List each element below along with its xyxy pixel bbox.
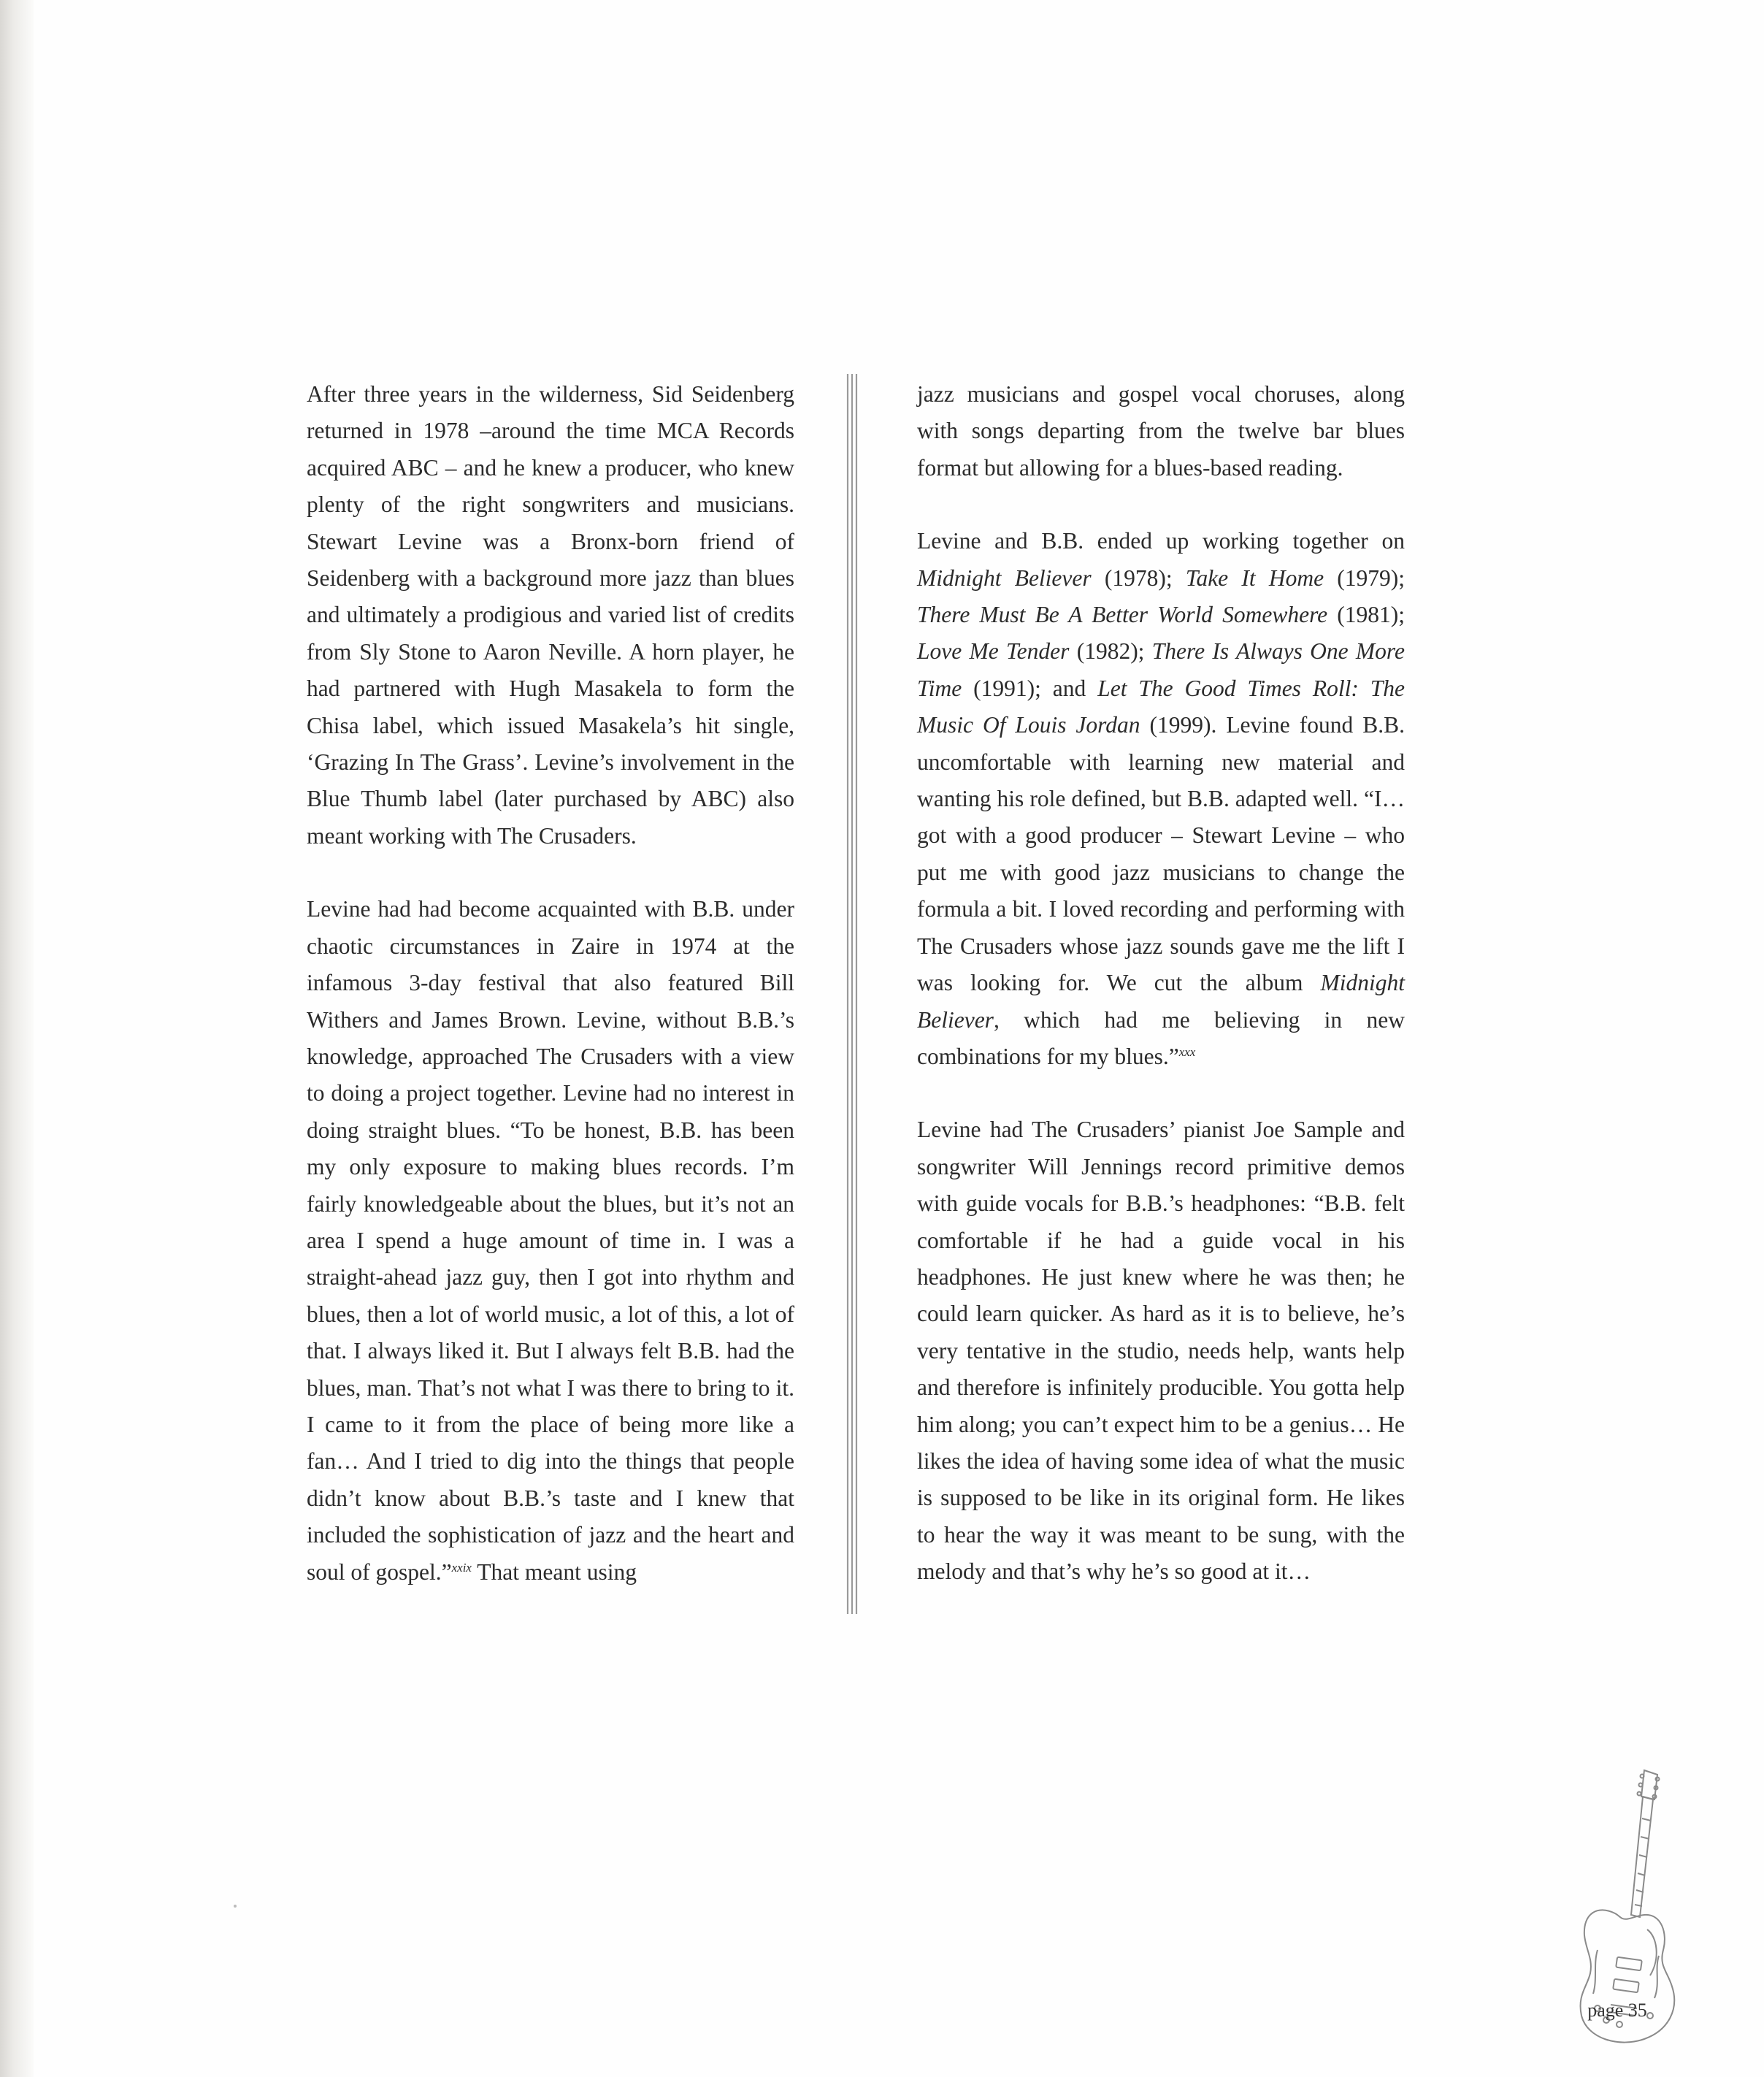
paragraph-text: (1982); — [1069, 638, 1152, 665]
paragraph-text: (1978); — [1091, 565, 1186, 591]
album-title: Let The Good Times Roll: The Music Of Louis Jordan — [917, 675, 1405, 738]
album-title: Midnight Believer — [917, 565, 1092, 591]
paragraph-text: Levine had had become acquainted with B.B. under chaotic circumstances in Zaire in 1974 at the infamous 3-day festival that also featured Bill Withers and James Brown. Levine, without B.B.’s knowledge, approached The Crusaders with a view to doing a project together. Levine had no interest in doing straight blues. “To be honest, B.B. has been my only exposure to making blues records. I’m fairly knowledgeable about the blues, but it’s not an area I spend a huge amount of time in. I was a straight-ahead jazz guy, then I got into rhythm and blues, then a lot of world music, a lot of this, a lot of that. I always liked it. But I always felt B.B. had the blues, man. That’s not what I was there to bring to it. I came to it from the place of being more like a fan… And I tried to dig into the things that people didn’t know about B.B.’s taste and I knew that included the sophistication of jazz and the heart and soul of gospel.” — [307, 896, 794, 1585]
page-number-value: 35 — [1627, 2000, 1647, 2021]
endnote-marker: xxx — [1178, 1044, 1196, 1059]
paragraph-text: (1981); — [1327, 602, 1405, 628]
column-divider — [845, 374, 859, 1614]
album-title: There Must Be A Better World Somewhere — [917, 602, 1328, 628]
paragraph-text: Levine and B.B. ended up working together on — [917, 528, 1405, 554]
left-text-column — [307, 376, 794, 1591]
album-title: There Is Always One More Time — [917, 638, 1405, 701]
paragraph-text: That meant using — [471, 1558, 637, 1585]
page-label: page — [1587, 2000, 1624, 2021]
page-number — [1584, 2000, 1650, 2021]
scan-speck — [234, 1905, 237, 1908]
paragraph-text: (1999). Levine found B.B. uncomfortable with learning new material and wanting his role defined, but B.B. adapted well. “I… got with a good producer – Stewart Levine – who put me with good jazz musicians to change the formula a bit. I loved recording and performing with The Crusaders whose jazz sounds gave me the lift I was looking for. We cut the album — [917, 712, 1405, 996]
paragraph: Levine had The Crusaders’ pianist Joe Sample and songwriter Will Jennings record primitive demos with guide vocals for B.B.’s headphones: “B.B. felt comfortable if he had a guide vocal in his headphones. He just knew where he was then; he could learn quicker. As hard as it is to believe, he’s very tentative in the studio, needs help, wants help and therefore is infinitely producible. You gotta help him along; you can’t expect him to be a genius… He likes the idea of having some idea of what the music is supposed to be like in its original form. He likes to hear the way it was meant to be sung, with the melody and that’s why he’s so good at it… — [917, 1117, 1405, 1585]
album-title: Take It Home — [1185, 565, 1324, 591]
paragraph — [307, 891, 794, 1591]
right-text-column — [917, 376, 1405, 1591]
paragraph: After three years in the wilderness, Sid Seidenberg returned in 1978 –around the time MCA Records acquired ABC – and he knew a producer, who knew plenty of the right songwriters and musicians. Stewart Levine was a Bronx-born friend of Seidenberg with a background more jazz than blues and ultimately a prodigious and varied list of credits from Sly Stone to Aaron Neville. A horn player, he had partnered with Hugh Masakela to form the Chisa label, which issued Masakela’s hit single, ‘Grazing In The Grass’. Levine’s involvement in the Blue Thumb label (later purchased by ABC) also meant working with The Crusaders. — [307, 381, 794, 849]
album-title: Love Me Tender — [917, 638, 1070, 665]
album-title: Midnight Believer — [917, 970, 1405, 1033]
paragraph-text: , which had me believing in new combinations for my blues.” — [917, 1006, 1405, 1069]
paragraph-text: (1991); and — [962, 675, 1098, 701]
paragraph-text: (1979); — [1324, 565, 1406, 591]
page-binding-shadow — [0, 0, 34, 2077]
endnote-marker: xxix — [451, 1560, 472, 1575]
paragraph — [917, 523, 1405, 1075]
paragraph: jazz musicians and gospel vocal choruses, along with songs departing from the twelve bar blues format but allowing for a blues-based reading. — [917, 381, 1405, 481]
